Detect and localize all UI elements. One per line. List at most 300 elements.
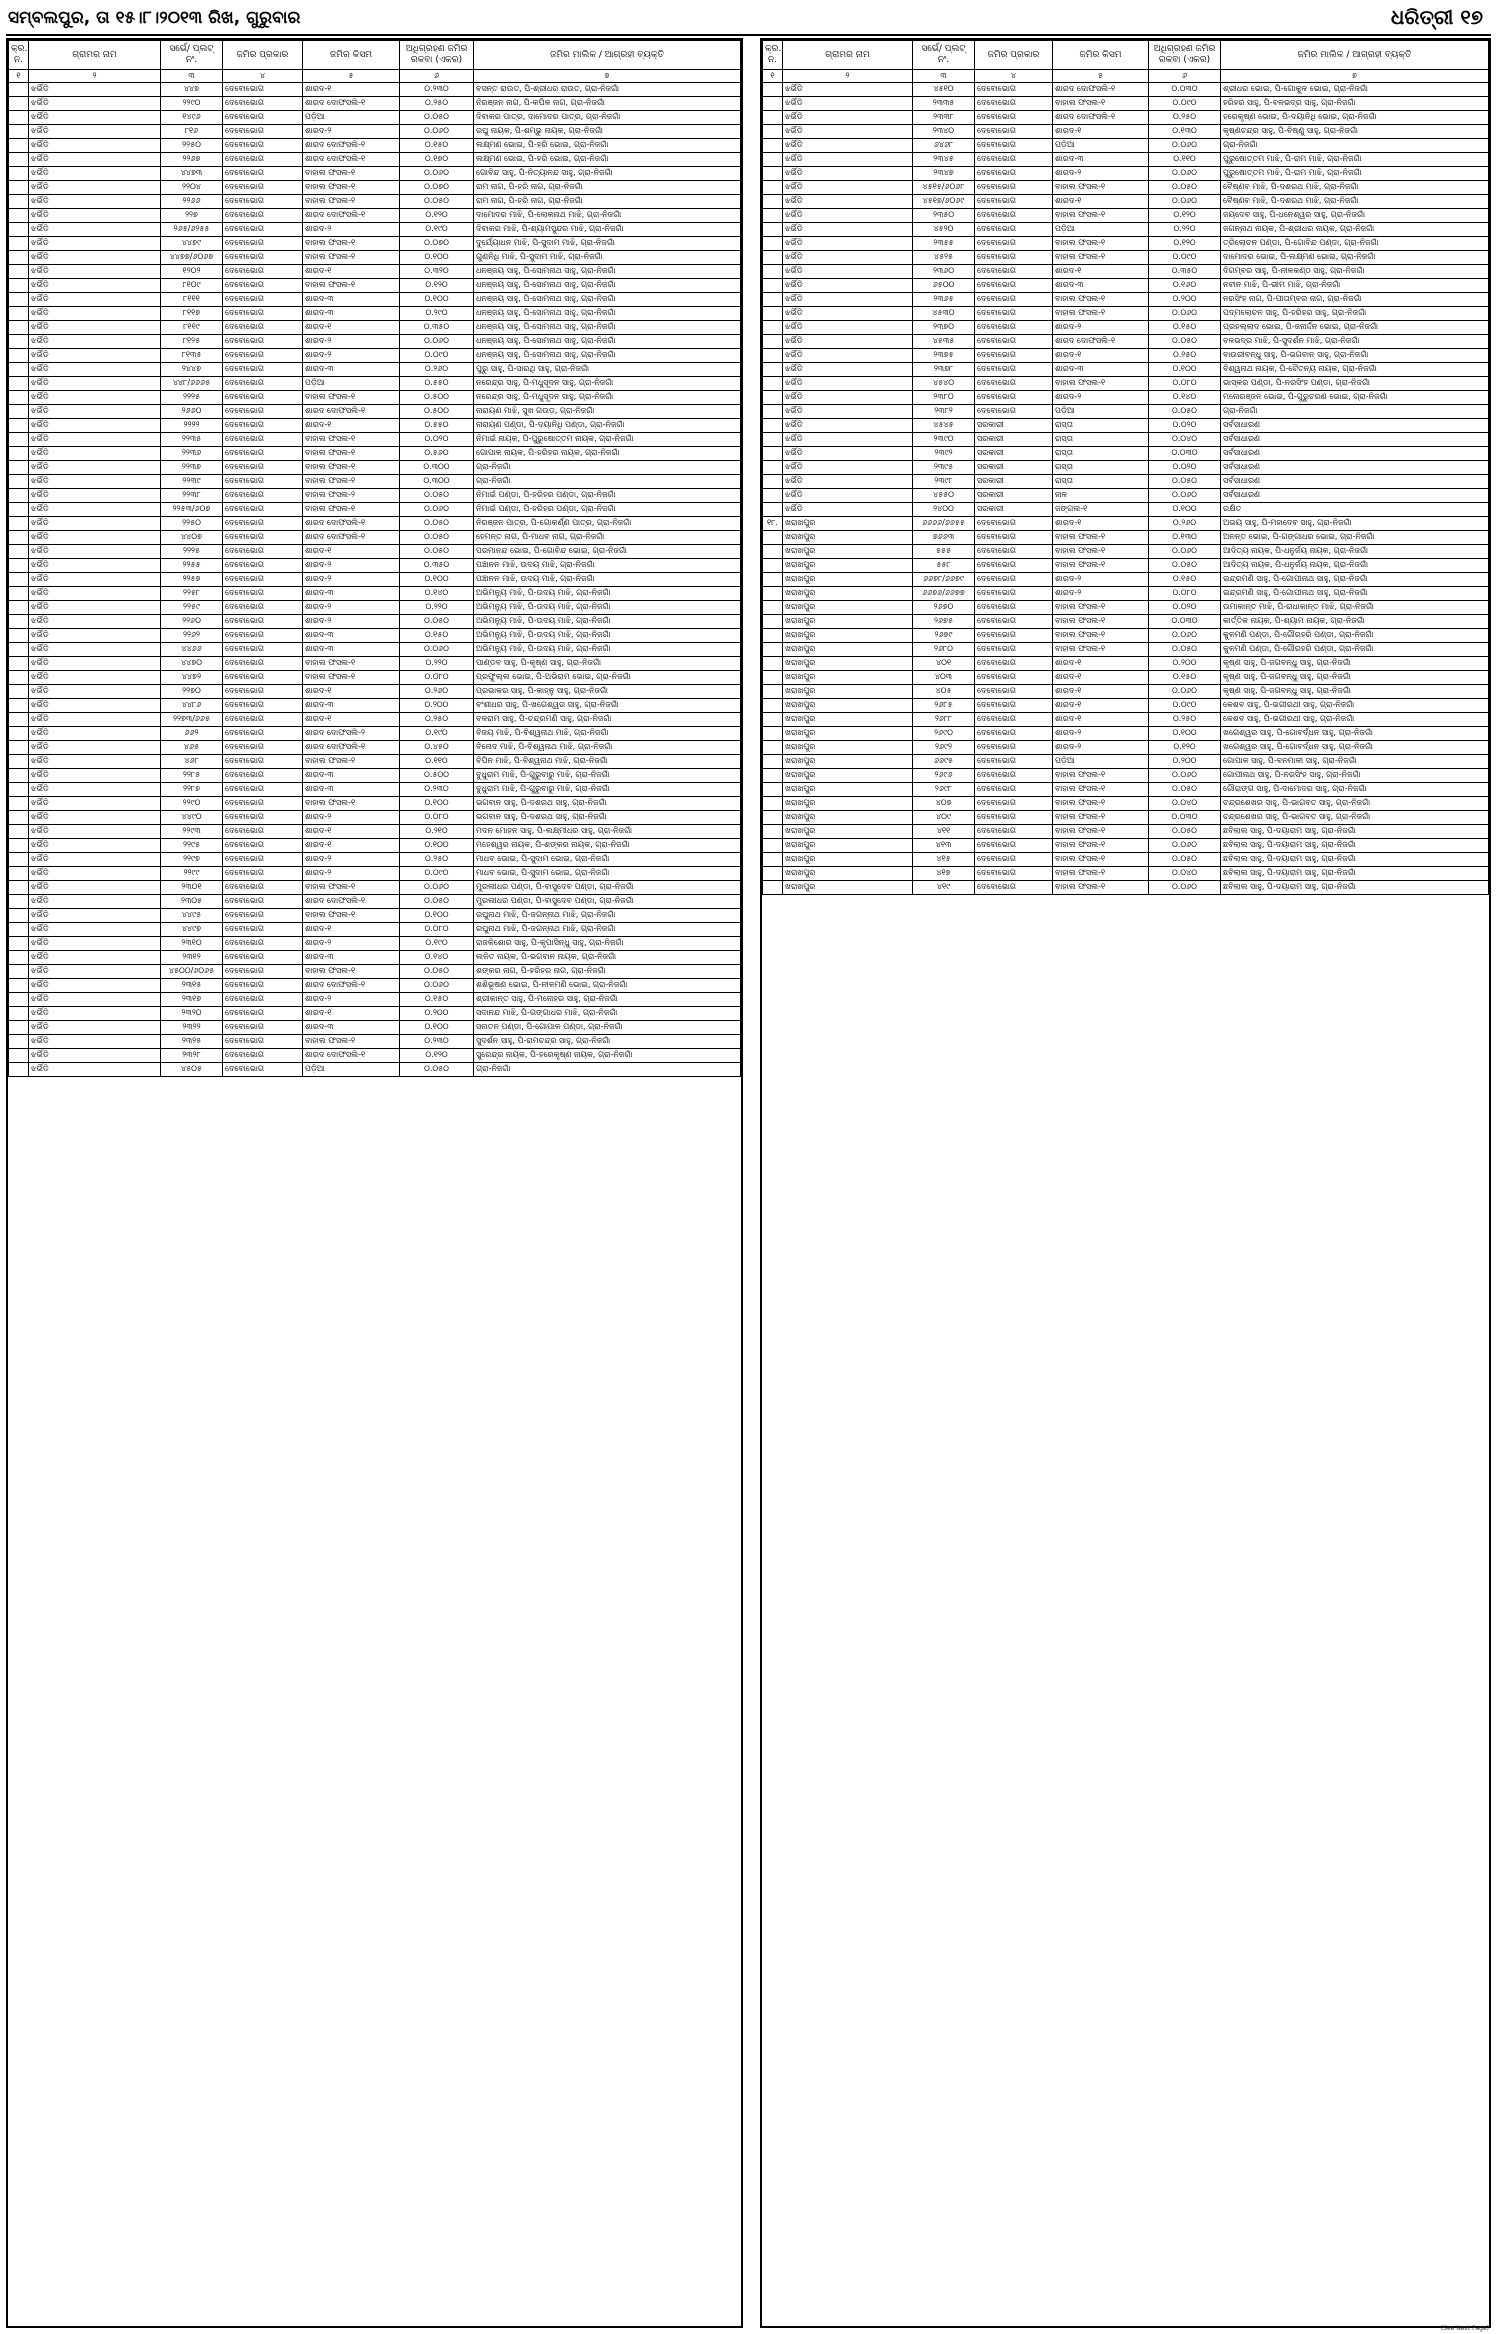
land-type-cell: ଦେବୋଭୋଗ <box>975 517 1053 531</box>
land-kisam-cell: ଶାରଦ-୧ <box>1053 265 1149 279</box>
plot-number-cell: ୨୩୩୫ <box>913 97 975 111</box>
serial-cell <box>763 853 783 867</box>
land-type-cell: ଦେବୋଭୋଗ <box>223 811 303 825</box>
plot-number-cell: ୭୬୬୩ <box>913 531 975 545</box>
village-cell: ଝର୍ଭିଡି <box>29 839 161 853</box>
land-kisam-cell: ବାହାଲ ଫସଲ-୧ <box>303 251 400 265</box>
plot-number-cell: ୪୧୯ <box>913 881 975 895</box>
table-row <box>763 391 1489 405</box>
table-row <box>9 965 741 979</box>
land-type-cell: ଦେବୋଭୋଗ <box>223 895 303 909</box>
land-kisam-cell: ଶାରଦ-୧ <box>1053 195 1149 209</box>
owner-cell: ପଞ୍ଚାନନ ମାଝି, ଉଦୟ ମାଝି, ଗ୍ରା-ନିଜଗାଁ <box>474 573 741 587</box>
plot-number-cell: ୨୩୬୦ <box>913 265 975 279</box>
serial-cell <box>9 755 29 769</box>
land-kisam-cell: ବାହାଲ ଫସଲ-୧ <box>303 279 400 293</box>
area-cell: ୦.୦୭୦ <box>400 237 474 251</box>
serial-cell <box>763 811 783 825</box>
serial-cell <box>763 391 783 405</box>
owner-cell: ମୁରଲୀଧର ପଣ୍ଡା, ପି-ବାସୁଦେବ ପଣ୍ଡା, ଗ୍ରା-ନିଜଗାଁ <box>474 895 741 909</box>
village-cell: ଝର୍ଭିଡି <box>29 209 161 223</box>
plot-number-cell: ୨୬୮୫ <box>913 699 975 713</box>
serial-cell <box>9 307 29 321</box>
land-type-cell: ଦେବୋଭୋଗ <box>975 377 1053 391</box>
plot-number-cell: ୨୩୯୦ <box>913 433 975 447</box>
land-type-cell: ଦେବୋଭୋଗ <box>975 545 1053 559</box>
plot-number-cell: ୪୫୦୫ <box>161 1063 223 1077</box>
serial-cell <box>763 559 783 573</box>
table-row <box>763 335 1489 349</box>
area-cell: ୦.୧୯୦ <box>400 937 474 951</box>
area-cell: ୦.୫୬୦ <box>400 447 474 461</box>
owner-cell: ପୁରୁ ସାହୁ, ପି-ସାରଥି ସାହୁ, ଗ୍ରା-ନିଜଗାଁ <box>474 363 741 377</box>
owner-cell: କୃଷ୍ଣ ସାହୁ, ପି-ଜଗବନ୍ଧୁ ସାହୁ, ଗ୍ରା-ନିଜଗାଁ <box>1221 671 1489 685</box>
land-kisam-cell: ବାହାଲ ଫସଲ-୧ <box>303 181 400 195</box>
serial-cell <box>763 657 783 671</box>
owner-cell: ମହେଶ୍ୱର ନାୟକ, ପି-ଶଙ୍କର ନାୟକ, ଗ୍ରା-ନିଜଗାଁ <box>474 839 741 853</box>
serial-cell <box>9 531 29 545</box>
land-type-cell: ଦେବୋଭୋଗ <box>223 251 303 265</box>
table-row <box>763 167 1489 181</box>
plot-number-cell: ୪୧୩ <box>913 839 975 853</box>
plot-number-cell: ୫୫୫ <box>913 545 975 559</box>
table-row <box>9 111 741 125</box>
owner-cell: ଦାମୋଦର ମାଝି, ପି-ଲୋକନାଥ ମାଝି, ଗ୍ରା-ନିଜଗାଁ <box>474 209 741 223</box>
serial-cell <box>763 167 783 181</box>
land-type-cell: ଦେବୋଭୋଗ <box>223 307 303 321</box>
owner-cell: ବୁଧୁରାମ ମାଝି, ପି-ଗୁରୁବାରୁ ମାଝି, ଗ୍ରା-ନିଜଗାଁ <box>474 783 741 797</box>
owner-cell: ଗୋପୀନାଥ ସାହୁ, ପି-ନରସିଂହ ସାହୁ, ଗ୍ରା-ନିଜଗାଁ <box>1221 769 1489 783</box>
village-cell: ଝର୍ଭିଡି <box>783 391 913 405</box>
village-cell: ଝର୍ଭିଡି <box>783 461 913 475</box>
village-cell: ଝର୍ଭିଡି <box>783 251 913 265</box>
plot-number-cell: ୨୨୯୭ <box>161 853 223 867</box>
land-type-cell: ଦେବୋଭୋଗ <box>223 881 303 895</box>
owner-cell: ତ୍ରିଲୋଚନ ପଣ୍ଡା, ପି-ଗୋବିନ୍ଦ ପଣ୍ଡା, ଗ୍ରା-ନିଜଗାଁ <box>1221 237 1489 251</box>
serial-cell <box>9 923 29 937</box>
village-cell: ଝର୍ଭିଡି <box>29 573 161 587</box>
land-kisam-cell: ବାହାଲ ଫସଲ-୧ <box>1053 783 1149 797</box>
table-row <box>9 713 741 727</box>
land-type-cell: ଦେବୋଭୋଗ <box>975 321 1053 335</box>
village-cell: ଝର୍ଭିଡି <box>29 965 161 979</box>
land-type-cell: ଦେବୋଭୋଗ <box>223 1007 303 1021</box>
land-type-cell: ଦେବୋଭୋଗ <box>975 559 1053 573</box>
table-row <box>9 181 741 195</box>
serial-cell <box>9 643 29 657</box>
owner-cell: ଖଗେଶ୍ୱର ସାହୁ, ପି-ଗୋବର୍ଦ୍ଧନ ସାହୁ, ଗ୍ରା-ନିଜଗାଁ <box>1221 741 1489 755</box>
land-type-cell: ଦେବୋଭୋଗ <box>975 349 1053 363</box>
owner-cell: ପଞ୍ଚାନନ ମାଝି, ଉଦୟ ମାଝି, ଗ୍ରା-ନିଜଗାଁ <box>474 559 741 573</box>
col-number: ୭ <box>1221 70 1489 83</box>
land-kisam-cell: ଶାରଦ-୩ <box>303 363 400 377</box>
plot-number-cell: ୨୩୧୭ <box>161 993 223 1007</box>
serial-cell <box>9 685 29 699</box>
area-cell: ୦.୫୫୦ <box>400 419 474 433</box>
table-row <box>763 321 1489 335</box>
table-row <box>9 83 741 97</box>
col-header: ଜମିର ମାଲିକ / ଆଗ୍ରହୀ ବ୍ୟକ୍ତି <box>474 41 741 70</box>
plot-number-cell: ୨୩୫୦ <box>913 209 975 223</box>
area-cell: ୦.୦୮୦ <box>400 671 474 685</box>
table-row <box>9 895 741 909</box>
land-type-cell: ଦେବୋଭୋଗ <box>223 1063 303 1077</box>
serial-cell <box>763 671 783 685</box>
land-kisam-cell: ଶାରଦ-୩ <box>303 699 400 713</box>
table-row <box>9 573 741 587</box>
land-type-cell: ଦେବୋଭୋଗ <box>223 433 303 447</box>
serial-cell <box>763 783 783 797</box>
serial-cell <box>763 531 783 545</box>
area-cell: ୦.୦୫୦ <box>400 489 474 503</box>
area-cell: ୦.୧୭୦ <box>400 153 474 167</box>
area-cell: ୦.୦୬୦ <box>1149 881 1221 895</box>
table-row <box>763 489 1489 503</box>
plot-number-cell: ୨୩୯୮ <box>913 475 975 489</box>
area-cell: ୦.୩୦୦ <box>400 461 474 475</box>
village-cell: ଝର୍ଭିଡି <box>29 713 161 727</box>
land-type-cell: ଦେବୋଭୋଗ <box>223 951 303 965</box>
serial-cell <box>9 265 29 279</box>
plot-number-cell: ୪୪୭୯ <box>161 237 223 251</box>
plot-number-cell: ୨୬୭୦ <box>913 601 975 615</box>
serial-cell <box>763 377 783 391</box>
plot-number-cell: ୪୫୧୭/୬୦୬୯ <box>913 195 975 209</box>
area-cell: ୦.୨୬୦ <box>400 363 474 377</box>
serial-cell <box>763 181 783 195</box>
table-row <box>9 335 741 349</box>
table-row <box>9 279 741 293</box>
land-kisam-cell: ଶାରଦ-୧ <box>303 419 400 433</box>
owner-cell: ସର୍ବସାଧାରଣ <box>1221 419 1489 433</box>
plot-number-cell: ୨୩୪୦ <box>913 125 975 139</box>
land-kisam-cell: ଶାରଦ-୧ <box>1053 349 1149 363</box>
land-type-cell: ଦେବୋଭୋଗ <box>223 349 303 363</box>
land-type-cell: ଦେବୋଭୋଗ <box>223 573 303 587</box>
village-cell: ଝର୍ଭିଡି <box>29 1021 161 1035</box>
land-kisam-cell: ଶାରଦ-୨ <box>1053 741 1149 755</box>
land-kisam-cell: ଶାରଦ-୧ <box>303 839 400 853</box>
table-row <box>763 83 1489 97</box>
area-cell: ୦.୨୩୦ <box>400 83 474 97</box>
serial-cell <box>9 251 29 265</box>
plot-number-cell: ୪୬୮ <box>161 755 223 769</box>
area-cell: ୦.୨୦୦ <box>1149 293 1221 307</box>
serial-cell <box>9 825 29 839</box>
table-row <box>9 797 741 811</box>
area-cell: ୦.୧୦୦ <box>400 251 474 265</box>
village-cell: ଝର୍ଭିଡି <box>29 321 161 335</box>
owner-cell: ମନୋରଞ୍ଜନ ଭୋଇ, ପି-ଗୁରୁଚରଣ ଭୋଇ, ଗ୍ରା-ନିଜଗାଁ <box>1221 391 1489 405</box>
area-cell: ୦.୧୨୦ <box>400 279 474 293</box>
plot-number-cell: ୪୪୯୦ <box>161 811 223 825</box>
village-cell: ଖରାଖପୁର <box>783 783 913 797</box>
plot-number-cell: ୨୨୮୫ <box>161 769 223 783</box>
land-kisam-cell: ଶାରଦ ଦୋଫସଲି-୧ <box>303 97 400 111</box>
land-kisam-cell: ବାହାଲ ଫସଲ-୧ <box>303 965 400 979</box>
land-type-cell: ଦେବୋଭୋଗ <box>975 209 1053 223</box>
owner-cell: ଜୟଦେବ ସାହୁ, ପି-ଧନେଶ୍ୱର ସାହୁ, ଗ୍ରା-ନିଜଗାଁ <box>1221 209 1489 223</box>
land-kisam-cell: ନାଳ <box>1053 489 1149 503</box>
owner-cell: ସର୍ବସାଧାରଣ <box>1221 447 1489 461</box>
land-type-cell: ଦେବୋଭୋଗ <box>223 223 303 237</box>
village-cell: ଝର୍ଭିଡି <box>29 195 161 209</box>
serial-cell <box>763 307 783 321</box>
area-cell: ୦.୦୩୦ <box>1149 83 1221 97</box>
serial-cell <box>9 363 29 377</box>
plot-number-cell: ୧୪୯୬ <box>161 111 223 125</box>
owner-cell: ଗୋପାଳ ସାହୁ, ପି-ବନମାଳୀ ସାହୁ, ଗ୍ରା-ନିଜଗାଁ <box>1221 755 1489 769</box>
table-row <box>763 615 1489 629</box>
land-type-cell: ଦେବୋଭୋଗ <box>223 377 303 391</box>
land-type-cell: ଦେବୋଭୋଗ <box>975 293 1053 307</box>
serial-cell <box>763 839 783 853</box>
land-type-cell: ଦେବୋଭୋଗ <box>223 321 303 335</box>
plot-number-cell: ୨୩୬୫ <box>913 293 975 307</box>
table-row <box>763 741 1489 755</box>
land-type-cell: ଦେବୋଭୋଗ <box>223 755 303 769</box>
area-cell: ୦.୨୬୦ <box>1149 517 1221 531</box>
land-type-cell: ଦେବୋଭୋଗ <box>223 489 303 503</box>
area-cell: ୦.୦୩୦ <box>1149 447 1221 461</box>
land-kisam-cell: ପଡ଼ିଆ <box>303 111 400 125</box>
table-row <box>9 167 741 181</box>
owner-cell: ବାଉରୀବନ୍ଧୁ ସାହୁ, ପି-ଭଗବାନ ସାହୁ, ଗ୍ରା-ନିଜଗାଁ <box>1221 349 1489 363</box>
serial-cell <box>9 167 29 181</box>
owner-cell: ବିପିନ ମାଝି, ପି-ବିଶ୍ୱନାଥ ମାଝି, ଗ୍ରା-ନିଜଗାଁ <box>474 755 741 769</box>
table-row <box>9 867 741 881</box>
plot-number-cell: ୨୩୪୭ <box>913 167 975 181</box>
village-cell: ଝର୍ଭିଡି <box>29 1007 161 1021</box>
serial-cell <box>9 475 29 489</box>
owner-cell: ଆଦିତ୍ୟ ନାୟକ, ପି-ଧନୁର୍ଜୟ ନାୟକ, ଗ୍ରା-ନିଜଗାଁ <box>1221 545 1489 559</box>
land-type-cell: ଦେବୋଭୋଗ <box>223 741 303 755</box>
serial-cell <box>9 349 29 363</box>
area-cell: ୦.୦୮୦ <box>1149 587 1221 601</box>
serial-cell <box>763 195 783 209</box>
land-type-cell: ଦେବୋଭୋଗ <box>223 125 303 139</box>
table-row <box>9 405 741 419</box>
land-kisam-cell: ବାହାଲ ଫସଲ-୧ <box>1053 811 1149 825</box>
table-row <box>763 685 1489 699</box>
village-cell: ଝର୍ଭିଡି <box>29 587 161 601</box>
land-type-cell: ଦେବୋଭୋଗ <box>975 279 1053 293</box>
table-row <box>763 713 1489 727</box>
area-cell: ୦.୦୬୦ <box>1149 685 1221 699</box>
area-cell: ୦.୦୬୦ <box>400 979 474 993</box>
village-cell: ଝର୍ଭିଡି <box>29 531 161 545</box>
table-row <box>9 517 741 531</box>
owner-cell: ପରମାନନ୍ଦ ଭୋଇ, ପି-ଗୋବିନ୍ଦ ଭୋଇ, ଗ୍ରା-ନିଜଗାଁ <box>474 545 741 559</box>
serial-cell <box>9 237 29 251</box>
land-kisam-cell: ବାହାଲ ଫସଲ-୧ <box>303 909 400 923</box>
owner-cell: ସଦାନନ୍ଦ ମାଝି, ପି-ଗଙ୍ଗାଧର ମାଝି, ଗ୍ରା-ନିଜଗାଁ <box>474 1007 741 1021</box>
land-kisam-cell: ଜଙ୍ଗଲ-୧ <box>1053 503 1149 517</box>
table-row <box>9 531 741 545</box>
land-type-cell: ଦେବୋଭୋଗ <box>223 993 303 1007</box>
col-number: ୧ <box>9 70 29 83</box>
land-kisam-cell: ଶାରଦ-୨ <box>303 867 400 881</box>
land-type-cell: ଦେବୋଭୋଗ <box>975 741 1053 755</box>
plot-number-cell: ୨୩୨୦ <box>161 1007 223 1021</box>
owner-cell: କୃଷ୍ଣଚନ୍ଦ୍ର ସାହୁ, ପି-ବିଷ୍ଣୁ ସାହୁ, ଗ୍ରା-ନିଜଗାଁ <box>1221 125 1489 139</box>
serial-cell <box>9 503 29 517</box>
village-cell: ଝର୍ଭିଡି <box>783 405 913 419</box>
owner-cell: ହେମନ୍ତ ନାଗ, ପି-ମାଧବ ନାଗ, ଗ୍ରା-ନିଜଗାଁ <box>474 531 741 545</box>
serial-cell <box>763 447 783 461</box>
table-row <box>763 545 1489 559</box>
col-number: ୭ <box>474 70 741 83</box>
land-type-cell: ଦେବୋଭୋଗ <box>223 419 303 433</box>
land-type-cell: ଦେବୋଭୋଗ <box>975 825 1053 839</box>
serial-cell <box>763 153 783 167</box>
land-type-cell: ଦେବୋଭୋଗ <box>975 755 1053 769</box>
land-kisam-cell: ରାସ୍ତା <box>1053 447 1149 461</box>
owner-cell: ଚନ୍ଦ୍ରଶେଖର ସାହୁ, ପି-ଭାଗବତ ସାହୁ, ଗ୍ରା-ନିଜଗାଁ <box>1221 811 1489 825</box>
land-type-cell: ଦେବୋଭୋଗ <box>223 769 303 783</box>
land-kisam-cell: ବାହାଲ ଫସଲ-୧ <box>1053 545 1149 559</box>
land-kisam-cell: ପଡ଼ିଆ <box>1053 755 1149 769</box>
col-number: ୬ <box>1149 70 1221 83</box>
plot-number-cell: ୨୬୯୨ <box>913 741 975 755</box>
land-type-cell: ଦେବୋଭୋଗ <box>223 1049 303 1063</box>
plot-number-cell: ୬୪୬୮ <box>913 139 975 153</box>
land-kisam-cell: ଶାରଦ-୩ <box>303 769 400 783</box>
owner-cell: ଧନଞ୍ଜୟ ସାହୁ, ପି-ସୋମନାଥ ସାହୁ, ଗ୍ରା-ନିଜଗାଁ <box>474 321 741 335</box>
plot-number-cell: ୪୦୩ <box>913 671 975 685</box>
land-type-cell: ଦେବୋଭୋଗ <box>975 223 1053 237</box>
village-cell: ଝର୍ଭିଡି <box>29 405 161 419</box>
owner-cell: ନରେନ୍ଦ୍ର ସାହୁ, ପି-ମଧୁସୂଦନ ସାହୁ, ଗ୍ରା-ନିଜଗାଁ <box>474 377 741 391</box>
land-kisam-cell: ଶାରଦ-୨ <box>303 811 400 825</box>
area-cell: ୦.୦୯୦ <box>1149 699 1221 713</box>
plot-number-cell: ୪୧୭ <box>913 867 975 881</box>
serial-cell <box>763 237 783 251</box>
col-number: ୬ <box>400 70 474 83</box>
owner-cell: ଧନଞ୍ଜୟ ସାହୁ, ପି-ସୋମନାଥ ସାହୁ, ଗ୍ରା-ନିଜଗାଁ <box>474 349 741 363</box>
table-row <box>763 125 1489 139</box>
land-type-cell: ଦେବୋଭୋଗ <box>975 97 1053 111</box>
village-cell: ଝର୍ଭିଡି <box>29 811 161 825</box>
land-type-cell: ଦେବୋଭୋଗ <box>975 265 1053 279</box>
owner-cell: ନିରଞ୍ଜନ ପାତ୍ର, ପି-ଗୋକର୍ଣ୍ଣ ପାତ୍ର, ଗ୍ରା-ନିଜଗାଁ <box>474 517 741 531</box>
plot-number-cell: ୨୩୯୫ <box>913 461 975 475</box>
table-row <box>9 601 741 615</box>
table-row <box>763 349 1489 363</box>
owner-cell: ଲଳିତ ନାୟକ, ପି-ଭଗବାନ ନାୟକ, ଗ୍ରା-ନିଜଗାଁ <box>474 951 741 965</box>
village-cell: ଝର୍ଭିଡି <box>783 125 913 139</box>
area-cell: ୦.୦୬୦ <box>1149 195 1221 209</box>
village-cell: ଖରାଖପୁର <box>783 615 913 629</box>
village-cell: ଝର୍ଭିଡି <box>783 363 913 377</box>
owner-cell: ପୁରୁଷୋତ୍ତମ ମାଝି, ପି-ରାମ ମାଝି, ଗ୍ରା-ନିଜଗାଁ <box>1221 153 1489 167</box>
plot-number-cell: ୨୨୫୩/୬୦୭ <box>161 503 223 517</box>
area-cell: ୦.୨୧୦ <box>400 825 474 839</box>
area-cell: ୦.୦୪୦ <box>1149 867 1221 881</box>
plot-number-cell: ୪୫୧୦ <box>913 83 975 97</box>
table-row <box>9 937 741 951</box>
land-type-cell: ଦେବୋଭୋଗ <box>223 713 303 727</box>
land-type-cell: ଦେବୋଭୋଗ <box>223 475 303 489</box>
land-type-cell: ଦେବୋଭୋଗ <box>223 503 303 517</box>
plot-number-cell: ୨୩୦୧ <box>161 881 223 895</box>
plot-number-cell: ୪୫୩୫ <box>913 335 975 349</box>
village-cell: ଝର୍ଭିଡି <box>783 237 913 251</box>
owner-cell: ଗୋବିନ୍ଦ ସାହୁ, ପି-ନିତ୍ୟାନନ୍ଦ ସାହୁ, ଗ୍ରା-ନିଜଗାଁ <box>474 167 741 181</box>
table-row <box>9 223 741 237</box>
village-cell: ଝର୍ଭିଡି <box>29 1049 161 1063</box>
land-type-cell: ଦେବୋଭୋଗ <box>975 167 1053 181</box>
owner-cell: ଦୁର୍ଯ୍ୟୋଧନ ମାଝି, ପି-ସୁଦାମ ମାଝି, ଗ୍ରା-ନିଜଗାଁ <box>474 237 741 251</box>
area-cell: ୦.୧୨୦ <box>1149 741 1221 755</box>
village-cell: ଖରାଖପୁର <box>783 713 913 727</box>
serial-cell <box>9 223 29 237</box>
area-cell: ୦.୨୫୦ <box>1149 349 1221 363</box>
serial-cell <box>763 321 783 335</box>
land-type-cell: ସରକାରୀ <box>975 433 1053 447</box>
village-cell: ଝର୍ଭିଡି <box>29 461 161 475</box>
table-row <box>763 839 1489 853</box>
land-kisam-cell: ଶାରଦ ଦୋଫସଲି-୧ <box>303 1049 400 1063</box>
area-cell: ୦.୦୯୦ <box>400 867 474 881</box>
area-cell: ୦.୧୧୦ <box>400 755 474 769</box>
village-cell: ଖରାଖପୁର <box>783 657 913 671</box>
serial-cell <box>9 909 29 923</box>
land-kisam-cell: ବାହାଲ ଫସଲ-୧ <box>1053 853 1149 867</box>
village-cell: ଖରାଖପୁର <box>783 685 913 699</box>
village-cell: ଖରାଖପୁର <box>783 559 913 573</box>
village-cell: ଝର୍ଭିଡି <box>783 181 913 195</box>
village-cell: ଖରାଖପୁର <box>783 839 913 853</box>
area-cell: ୦.୦୮୦ <box>1149 377 1221 391</box>
plot-number-cell: ୨୨୯୦ <box>161 797 223 811</box>
plot-number-cell: ୬୬୬୬/୬୬୫୫ <box>913 517 975 531</box>
owner-cell: ମାଧବ ଭୋଇ, ପି-ସୁଦାମ ଭୋଇ, ଗ୍ରା-ନିଜଗାଁ <box>474 853 741 867</box>
table-row <box>763 223 1489 237</box>
area-cell: ୦.୧୨୦ <box>400 1049 474 1063</box>
land-type-cell: ଦେବୋଭୋଗ <box>975 671 1053 685</box>
serial-cell <box>763 629 783 643</box>
owner-cell: ଧନଞ୍ଜୟ ସାହୁ, ପି-ସୋମନାଥ ସାହୁ, ଗ୍ରା-ନିଜଗାଁ <box>474 279 741 293</box>
table-row <box>9 545 741 559</box>
land-kisam-cell: ଶାରଦ-୩ <box>303 783 400 797</box>
village-cell: ଝର୍ଭିଡି <box>29 363 161 377</box>
village-cell: ଖରାଖପୁର <box>783 825 913 839</box>
table-row <box>763 671 1489 685</box>
plot-number-cell: ୨୨୬୭ <box>161 153 223 167</box>
serial-cell <box>763 335 783 349</box>
land-kisam-cell: ଶାରଦ-୧ <box>303 83 400 97</box>
table-row <box>9 811 741 825</box>
area-cell: ୦.୦୨୦ <box>1149 601 1221 615</box>
table-row <box>763 797 1489 811</box>
village-cell: ଝର୍ଭିଡି <box>783 419 913 433</box>
table-row <box>763 727 1489 741</box>
land-kisam-cell: ବାହାଲ ଫସଲ-୧ <box>1053 531 1149 545</box>
land-type-cell: ଦେବୋଭୋଗ <box>975 195 1053 209</box>
land-type-cell: ଦେବୋଭୋଗ <box>223 601 303 615</box>
land-type-cell: ଦେବୋଭୋଗ <box>223 405 303 419</box>
serial-cell <box>9 769 29 783</box>
village-cell: ଖରାଖପୁର <box>783 587 913 601</box>
land-type-cell: ଦେବୋଭୋଗ <box>223 685 303 699</box>
village-cell: ଝର୍ଭିଡି <box>29 741 161 755</box>
owner-cell: ରଘୁନାଥ ମାଝି, ପି-ଜଗନ୍ନାଥ ମାଝି, ଗ୍ରା-ନିଜଗାଁ <box>474 909 741 923</box>
land-kisam-cell: ବାହାଲ ଫସଲ-୧ <box>1053 377 1149 391</box>
owner-cell: ଗୋପାଳ ନାୟକ, ପି-ହରିହର ନାୟକ, ଗ୍ରା-ନିଜଗାଁ <box>474 447 741 461</box>
owner-cell: ବୈଷ୍ଣବ ମାଝି, ପି-ଦଶରଥ ମାଝି, ଗ୍ରା-ନିଜଗାଁ <box>1221 181 1489 195</box>
land-type-cell: ଦେବୋଭୋଗ <box>975 881 1053 895</box>
